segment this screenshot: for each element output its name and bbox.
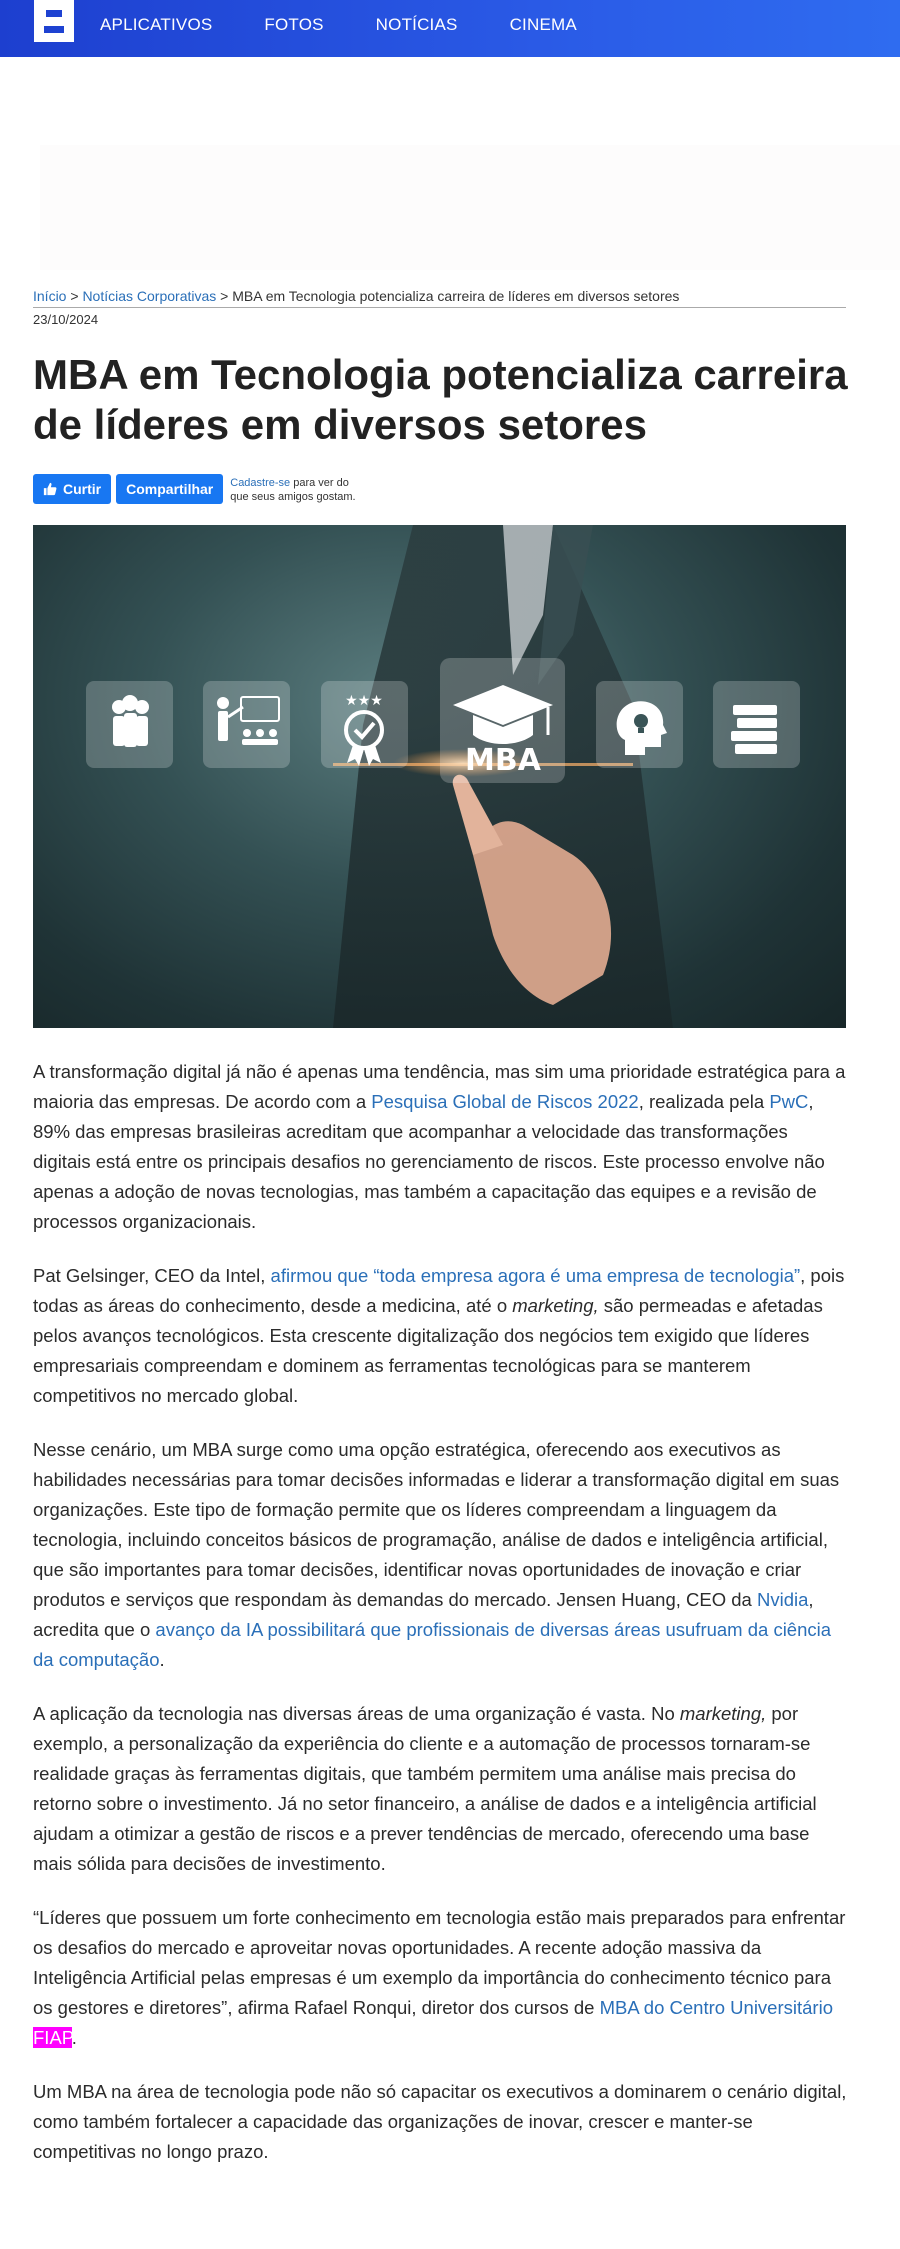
paragraph-text: por exemplo, a personalização da experiência do cliente e a automação de processos tornaram-se realidade graças às ferramentas digitais, que também permitem uma análise mais precisa do retorno sobre o investimento. Já no setor financeiro, a análise de dados e a inteligência artificial ajudam a otimizar a gestão de riscos e a prever tendências de mercado, oferecendo uma base mais sólida para decisões de investimento. — [33, 1703, 817, 1874]
paragraph-text: , 89% das empresas brasileiras acreditam que acompanhar a velocidade das transformações digitais está entre os principais desafios no gerenciamento de riscos. Este processo envolve não apenas a adoção de novas tecnologias, mas também a capacitação das equipes e a revisão de processos organizacionais. — [33, 1091, 825, 1232]
paragraph-text: . — [71, 2027, 77, 2048]
ad-placeholder — [40, 145, 900, 270]
highlighted-fiap: FIAP — [33, 2027, 72, 2048]
idea-head-icon — [596, 681, 683, 768]
link-pesquisa-global-riscos[interactable]: Pesquisa Global de Riscos 2022 — [371, 1091, 639, 1112]
graduation-cap-icon — [440, 658, 565, 783]
books-icon — [713, 681, 800, 768]
article-paragraph — [33, 1261, 848, 1411]
breadcrumb — [33, 288, 846, 308]
nav-item-cinema[interactable]: CINEMA — [509, 15, 577, 34]
paragraph-text: , pois todas as áreas do conhecimento, desde a medicina, até o — [33, 1265, 845, 1316]
award-icon — [321, 681, 408, 768]
like-button[interactable] — [33, 474, 111, 504]
signup-link[interactable]: Cadastre-se — [230, 477, 291, 489]
svg-text:★★★: ★★★ — [345, 693, 383, 709]
article-paragraph — [33, 1435, 848, 1675]
article-paragraph — [33, 1699, 848, 1879]
breadcrumb-section-link[interactable]: Notícias Corporativas — [82, 288, 217, 304]
hero-image — [33, 525, 846, 1028]
article-paragraph — [33, 1057, 848, 1237]
nav-item-aplicativos[interactable]: APLICATIVOS — [100, 15, 213, 34]
link-pwc[interactable]: PwC — [769, 1091, 809, 1112]
paragraph-text: A transformação digital já não é apenas uma tendência, mas sim uma prioridade estratégica para a maioria das empresas. De acordo com a — [33, 1061, 846, 1112]
hero-mba-label: MBA — [465, 743, 541, 778]
paragraph-text: , acredita que o — [33, 1589, 814, 1640]
breadcrumb-current: MBA em Tecnologia potencializa carreira de líderes em diversos setores — [232, 288, 680, 304]
paragraph-text: . — [159, 1649, 165, 1670]
share-button-label: Compartilhar — [126, 481, 214, 497]
thumbs-up-icon — [43, 482, 57, 496]
nav-item-fotos[interactable]: FOTOS — [264, 15, 324, 34]
link-nvidia[interactable]: Nvidia — [756, 1589, 809, 1610]
top-navigation-bar — [0, 0, 900, 57]
social-share-bar — [33, 474, 370, 504]
social-note-text: para ver do que seus amigos gostam. — [230, 477, 356, 503]
main-nav — [100, 0, 629, 50]
breadcrumb-separator: > — [216, 288, 233, 304]
link-avanco-ia[interactable]: avanço da IA possibilitará que profissionais de diversas áreas usufruam da ciência da computação — [33, 1619, 832, 1670]
emphasis-marketing: marketing, — [512, 1295, 599, 1316]
paragraph-text: A aplicação da tecnologia nas diversas áreas de uma organização é vasta. No — [33, 1703, 680, 1724]
breadcrumb-home-link[interactable]: Início — [33, 288, 67, 304]
paragraph-text: Pat Gelsinger, CEO da Intel, — [33, 1265, 271, 1286]
paragraph-text: “Líderes que possuem um forte conhecimento em tecnologia estão mais preparados para enfrentar os desafios do mercado e aproveitar novas oportunidades. A recente adoção massiva da Inteligência Artificial pelas empresas é um exemplo da importância do conhecimento técnico para os gestores e diretores”, afirma Rafael Ronqui, diretor dos cursos de — [33, 1907, 846, 2018]
breadcrumb-separator: > — [66, 288, 83, 304]
article-paragraph — [33, 1903, 848, 2053]
emphasis-marketing: marketing, — [679, 1703, 767, 1724]
team-icon — [86, 681, 173, 768]
paragraph-text: são permeadas e afetadas pelos avanços tecnológicos. Esta crescente digitalização dos negócios tem exigido que líderes empresariais compreendam e dominem as ferramentas tecnológicas para se manterem competitivos no mercado global. — [33, 1295, 823, 1406]
paragraph-text: Nesse cenário, um MBA surge como uma opção estratégica, oferecendo aos executivos as habilidades necessárias para tomar decisões informadas e liderar a transformação digital em suas organizações. Este tipo de formação permite que os líderes compreendam a linguagem da tecnologia, incluindo conceitos básicos de programação, análise de dados e inteligência artificial, que são importantes para tomar decisões, identificar novas oportunidades de inovação e criar produtos e serviços que respondam às demandas do mercado. Jensen Huang, CEO da — [33, 1439, 840, 1610]
article-date: 23/10/2024 — [33, 312, 99, 327]
link-gelsinger-quote[interactable]: afirmou que “toda empresa agora é uma empresa de tecnologia” — [270, 1265, 801, 1286]
article-body — [33, 1057, 848, 2191]
article-paragraph: Um MBA na área de tecnologia pode não só capacitar os executivos a dominarem o cenário digital, como também fortalecer a capacidade das organizações de inovar, crescer e manter-se competitivas no longo prazo. — [33, 2081, 847, 2162]
share-button[interactable] — [116, 474, 223, 504]
like-button-label: Curtir — [63, 481, 102, 497]
article-title: MBA em Tecnologia potencializa carreira de líderes em diversos setores — [33, 351, 848, 448]
site-logo[interactable] — [32, 0, 76, 42]
presenter-icon — [203, 681, 290, 768]
nav-item-noticias[interactable]: NOTÍCIAS — [375, 15, 458, 34]
link-text: MBA do Centro Universitário — [599, 1997, 833, 2018]
paragraph-text: , realizada pela — [638, 1091, 770, 1112]
social-note — [230, 476, 370, 504]
